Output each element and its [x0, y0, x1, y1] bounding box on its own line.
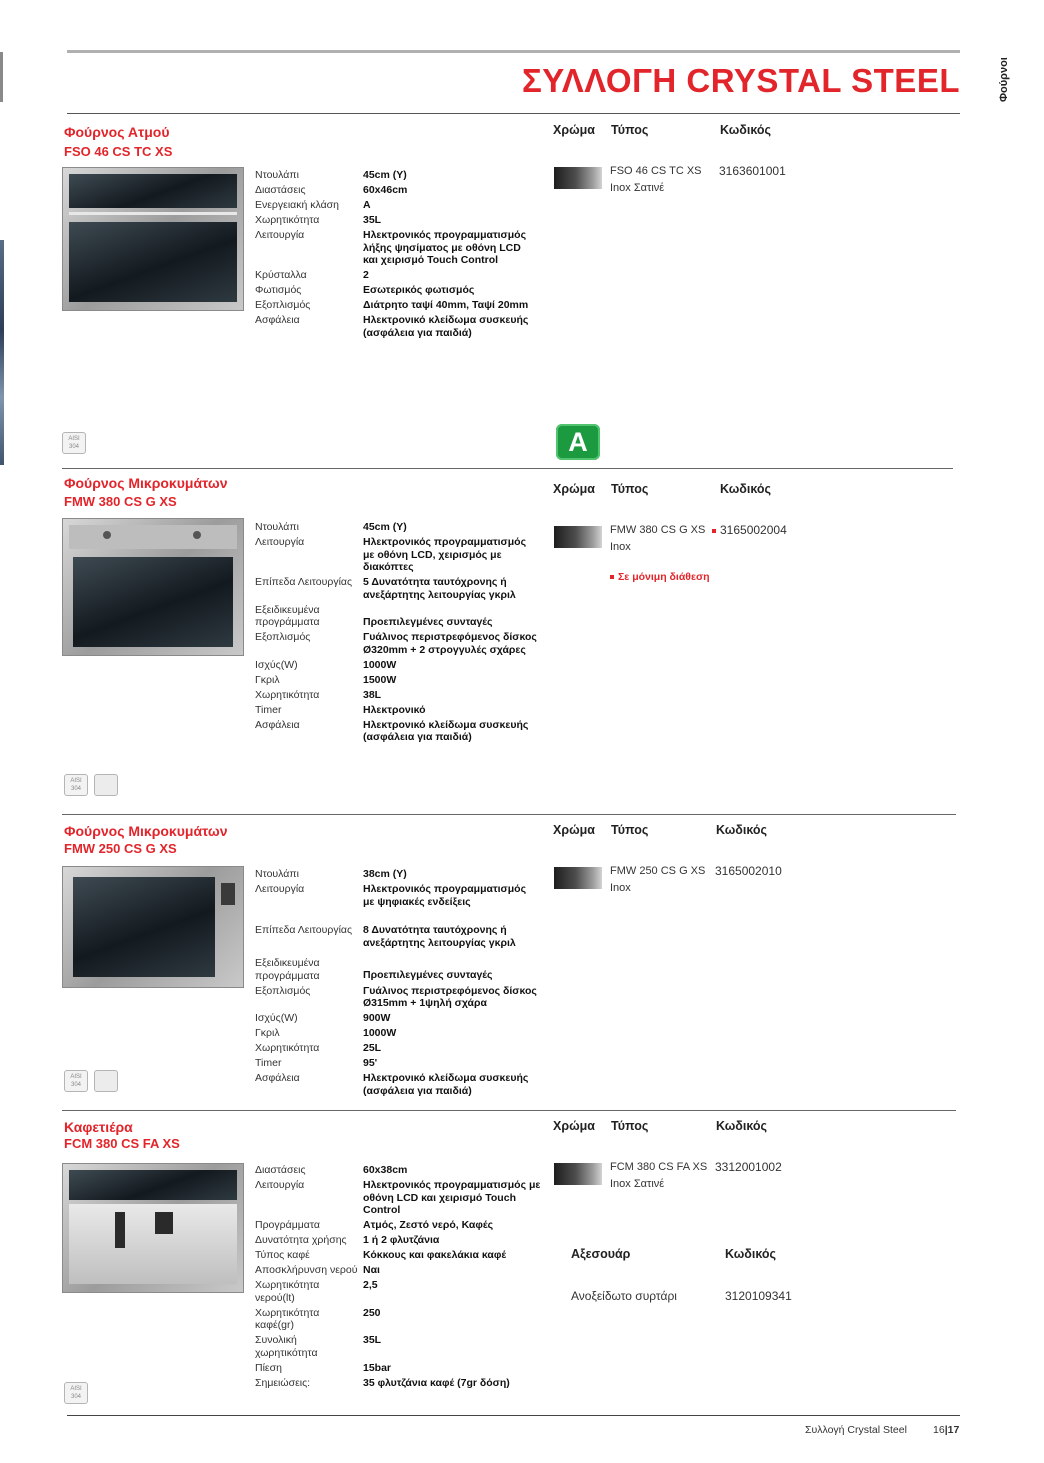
spec-label: Λειτουργία: [255, 1179, 305, 1191]
spec-row: [255, 868, 553, 881]
spec-label: Διαστάσεις: [255, 184, 306, 196]
col-header-color: Χρώμα: [553, 482, 595, 496]
spec-label: Λειτουργία: [255, 536, 305, 548]
spec-value: 1500W: [363, 673, 397, 686]
col-header-code: Κωδικός: [720, 123, 772, 137]
page-number-right: 17: [947, 1424, 960, 1436]
spec-row: [255, 1279, 553, 1304]
type-cell: [610, 863, 705, 897]
coffee-spout-icon: [115, 1212, 125, 1248]
type-finish: Inox: [610, 882, 631, 894]
spec-row: [255, 299, 553, 312]
spec-label: Ντουλάπι: [255, 521, 299, 533]
spec-value: 60x46cm: [363, 184, 408, 196]
spec-row: [255, 1307, 553, 1332]
spec-value: Κόκκους και φακελάκια καφέ: [363, 1249, 507, 1261]
spec-value: 1 ή 2 φλυτζάνια: [363, 1234, 440, 1246]
color-swatch-inox: [554, 167, 602, 189]
spec-list: [255, 521, 553, 746]
col-header-color: Χρώμα: [553, 1119, 595, 1133]
book-badge-icon: [94, 1070, 118, 1092]
book-badge-icon: [94, 774, 118, 796]
top-rule: [67, 50, 960, 53]
spec-row: [255, 229, 553, 267]
type-model: FMW 380 CS G XS: [610, 524, 706, 536]
coffee-control-panel: [69, 1170, 237, 1200]
section-title: Φούρνος Μικροκυμάτων: [64, 475, 228, 491]
spec-label: Γκριλ: [255, 673, 280, 686]
microwave-250-image: [62, 866, 244, 988]
spec-label: Κρύσταλλα: [255, 269, 307, 281]
steam-oven-image: [62, 167, 244, 311]
footer-rule: [67, 1415, 960, 1416]
section-divider: [62, 814, 956, 815]
spec-row: [255, 924, 553, 949]
spec-label: Πίεση: [255, 1361, 282, 1374]
spec-label: Τύπος καφέ: [255, 1249, 310, 1261]
microwave-window: [73, 557, 233, 647]
spec-label: Εξοπλισμός: [255, 984, 311, 997]
spec-label: Ισχύς(W): [255, 1012, 298, 1024]
type-model: FSO 46 CS TC XS: [610, 165, 702, 177]
spec-row: [255, 214, 553, 227]
spec-value: Ηλεκτρονικό κλείδωμα συσκευής (ασφάλεια για παιδιά): [363, 1072, 529, 1097]
spec-label: Εξειδικευμένα προγράμματα: [255, 957, 320, 982]
col-header-type: Τύπος: [611, 1119, 649, 1133]
section-model: FMW 250 CS G XS: [64, 841, 177, 856]
accessory-header: Αξεσουάρ: [571, 1247, 631, 1261]
section-title: Φούρνος Μικροκυμάτων: [64, 823, 228, 839]
col-header-color: Χρώμα: [553, 823, 595, 837]
spec-row: [255, 576, 553, 601]
spec-value: Ηλεκτρονικός προγραμματισμός με ψηφιακές ενδείξεις: [363, 883, 527, 908]
spec-value: 5 Δυνατότητα ταυτόχρονης ή ανεξάρτητης λειτουργίας γκριλ: [363, 576, 516, 601]
spec-value: Διάτρητο ταψί 40mm, Ταψί 20mm: [363, 299, 529, 311]
section-divider: [62, 468, 953, 469]
spec-label: Εξοπλισμός: [255, 631, 311, 643]
spec-value: 1000W: [363, 1027, 397, 1039]
spec-label: Ασφάλεια: [255, 1072, 300, 1084]
oven-control-panel: [69, 174, 237, 208]
page-edge-strip: [0, 52, 3, 102]
spec-label: Γκριλ: [255, 1027, 280, 1039]
spec-row: [255, 883, 553, 908]
spec-row: [255, 1164, 553, 1177]
digital-display: [221, 883, 235, 905]
spec-row: [255, 1334, 553, 1359]
spec-row: [255, 985, 553, 1010]
color-swatch-inox: [554, 867, 602, 889]
spec-label: Χωρητικότητα: [255, 1042, 320, 1054]
spec-label: Ντουλάπι: [255, 868, 299, 880]
spec-value: Ναι: [363, 1264, 380, 1276]
spec-value: Ηλεκτρονικός προγραμματισμός με οθόνη LCD, χειρισμός με διακόπτες: [363, 536, 527, 573]
spec-row: [255, 1264, 553, 1277]
spec-label: Επίπεδα Λειτουργίας: [255, 576, 353, 588]
spec-label: Ντουλάπι: [255, 169, 299, 181]
spec-row: [255, 674, 553, 687]
section-model: FCM 380 CS FA XS: [64, 1136, 180, 1151]
aisi-badge-icon: AISI 304: [64, 1382, 88, 1404]
spec-value: Προεπιλεγμένες συνταγές: [363, 615, 493, 628]
spec-value: 38cm (Y): [363, 868, 407, 880]
col-header-code: Κωδικός: [716, 823, 768, 837]
aisi-badge-icon: AISI 304: [62, 432, 86, 454]
product-code: 3165002010: [715, 864, 782, 878]
col-header-color: Χρώμα: [553, 123, 595, 137]
spec-label: Επίπεδα Λειτουργίας: [255, 924, 353, 936]
availability-dot-icon: [712, 529, 716, 533]
type-finish: Inox Σατινέ: [610, 1178, 665, 1190]
spec-row: [255, 1072, 553, 1097]
spec-value: Ηλεκτρονικός προγραμματισμός με οθόνη LCD και χειρισμό Touch Control: [363, 1179, 541, 1216]
spec-label: Ενεργειακή κλάση: [255, 199, 339, 211]
product-code: 3165002004: [720, 523, 787, 537]
type-finish: Inox: [610, 541, 631, 553]
spec-label: Χωρητικότητα καφέ(gr): [255, 1306, 320, 1331]
type-finish: Inox Σατινέ: [610, 182, 665, 194]
spec-value: Εσωτερικός φωτισμός: [363, 284, 475, 296]
spec-label: Δυνατότητα χρήσης: [255, 1234, 347, 1246]
product-code: 3312001002: [715, 1160, 782, 1174]
spec-row: [255, 1057, 553, 1070]
spec-value: 38L: [363, 688, 382, 701]
type-cell: [610, 522, 705, 556]
spec-value: 2: [363, 269, 369, 281]
product-code-cell: [712, 523, 787, 537]
spec-list: [255, 1164, 553, 1392]
spec-row: [255, 689, 553, 702]
spec-value: 2,5: [363, 1279, 378, 1291]
oven-window: [69, 222, 237, 302]
spec-row: [255, 1249, 553, 1262]
spec-row: [255, 169, 553, 182]
type-cell: [610, 1159, 707, 1193]
coffee-front: [69, 1204, 237, 1284]
side-tab-label: Φούρνοι: [998, 57, 1010, 102]
spec-row: [255, 284, 553, 297]
type-cell: [610, 163, 702, 197]
availability-dot-icon: [610, 575, 614, 579]
aisi-badge-icon: AISI 304: [64, 1070, 88, 1092]
section-divider: [62, 1110, 956, 1111]
spec-value: A: [363, 199, 371, 211]
spec-label: Διαστάσεις: [255, 1164, 306, 1176]
spec-value: 60x38cm: [363, 1164, 408, 1176]
col-header-type: Τύπος: [611, 823, 649, 837]
color-swatch-inox: [554, 1163, 602, 1185]
spec-row: [255, 1042, 553, 1055]
spec-row: [255, 1012, 553, 1025]
type-model: FMW 250 CS G XS: [610, 865, 706, 877]
spec-value: 35L: [363, 214, 382, 226]
spec-label: Αποσκλήρυνση νερού: [255, 1264, 358, 1276]
col-header-code: Κωδικός: [716, 1119, 768, 1133]
page-title: ΣΥΛΛΟΓΗ CRYSTAL STEEL: [521, 62, 960, 99]
spec-label: Timer: [255, 703, 282, 716]
page-number: [933, 1424, 959, 1436]
oven-handle: [69, 212, 237, 215]
spec-value: 15bar: [363, 1361, 392, 1374]
spec-row: [255, 1027, 553, 1040]
spec-value: 35 φλυτζάνια καφέ (7gr δόση): [363, 1376, 510, 1389]
type-model: FCM 380 CS FA XS: [610, 1161, 708, 1173]
spec-label: Φωτισμός: [255, 284, 302, 296]
spec-value: 1000W: [363, 658, 397, 671]
page-edge-image-strip: [0, 240, 4, 465]
col-header-type: Τύπος: [611, 482, 649, 496]
microwave-380-image: [62, 518, 244, 656]
spec-label: Χωρητικότητα νερού(lt): [255, 1279, 320, 1304]
availability-note-text: Σε μόνιμη διάθεση: [618, 571, 710, 583]
spec-value: 95': [363, 1057, 378, 1069]
spec-label: Ασφάλεια: [255, 314, 300, 326]
spec-value: 45cm (Y): [363, 169, 407, 181]
footer-collection: Συλλογή Crystal Steel: [805, 1424, 907, 1436]
page-number-left: 16: [933, 1424, 945, 1436]
availability-note: [610, 571, 710, 583]
spec-value: Ηλεκτρονικός προγραμματισμός λήξης ψησίματος με οθόνη LCD και χειρισμό Touch Control: [363, 229, 527, 266]
page-separator: |: [944, 1424, 948, 1436]
spec-row: [255, 199, 553, 212]
spec-value: Προεπιλεγμένες συνταγές: [363, 969, 493, 981]
spec-value: Ατμός, Ζεστό νερό, Καφές: [363, 1219, 494, 1231]
spec-label: Χωρητικότητα: [255, 214, 320, 226]
col-header-code: Κωδικός: [720, 482, 772, 496]
spec-value: Ηλεκτρονικό: [363, 703, 426, 716]
spec-label: Προγράμματα: [255, 1219, 320, 1231]
spec-value: 45cm (Y): [363, 521, 407, 533]
spec-row: [255, 631, 553, 656]
energy-class-icon: A: [556, 424, 600, 460]
spec-label: Χωρητικότητα: [255, 688, 320, 701]
aisi-badge-icon: AISI 304: [64, 774, 88, 796]
section-model: FMW 380 CS G XS: [64, 494, 177, 509]
spec-row: [255, 1179, 553, 1217]
spec-row: [255, 1362, 553, 1375]
spec-label: Εξειδικευμένα προγράμματα: [255, 603, 320, 628]
accessory-name: Ανοξείδωτο συρτάρι: [571, 1289, 677, 1303]
spec-row: [255, 314, 553, 339]
color-swatch-inox: [554, 526, 602, 548]
spec-label: Ασφάλεια: [255, 718, 300, 731]
spec-value: 8 Δυνατότητα ταυτόχρονης ή ανεξάρτητης λειτουργίας γκριλ: [363, 924, 516, 949]
spec-row: [255, 521, 553, 534]
spec-label: Λειτουργία: [255, 883, 305, 895]
section-model: FSO 46 CS TC XS: [64, 144, 173, 159]
accessory-code-header: Κωδικός: [725, 1247, 777, 1261]
spec-value: Γυάλινος περιστρεφόμενος δίσκος Ø320mm + 2 στρογγυλές σχάρες: [363, 631, 537, 656]
spec-value: 250: [363, 1306, 381, 1319]
spec-label: Σημειώσεις:: [255, 1376, 311, 1389]
spec-row: [255, 1377, 553, 1390]
spec-row: [255, 184, 553, 197]
spec-list: [255, 868, 553, 1100]
spec-label: Λειτουργία: [255, 229, 305, 241]
spec-label: Ισχύς(W): [255, 658, 298, 671]
spec-row: [255, 704, 553, 717]
side-tab: [992, 44, 1032, 108]
spec-row: [255, 269, 553, 282]
spec-row: [255, 719, 553, 744]
spec-label: Συνολική χωρητικότητα: [255, 1334, 318, 1359]
col-header-type: Τύπος: [611, 123, 649, 137]
spec-label: Εξοπλισμός: [255, 299, 311, 311]
spec-value: 25L: [363, 1042, 382, 1054]
microwave-window: [73, 877, 215, 977]
coffee-spout-icon: [155, 1212, 173, 1234]
spec-row: [255, 536, 553, 574]
coffee-machine-image: [62, 1163, 244, 1293]
spec-value: Ηλεκτρονικό κλείδωμα συσκευής (ασφάλεια για παιδιά): [363, 718, 529, 743]
spec-label: Timer: [255, 1057, 282, 1069]
spec-value: 35L: [363, 1334, 382, 1346]
spec-row: [255, 1219, 553, 1232]
section-title: Φούρνος Ατμού: [64, 124, 170, 140]
spec-row: [255, 659, 553, 672]
product-code: 3163601001: [719, 164, 786, 178]
spec-row: [255, 1234, 553, 1247]
title-underline: [67, 113, 960, 114]
spec-value: Γυάλινος περιστρεφόμενος δίσκος Ø315mm + 1ψηλή σχάρα: [363, 984, 537, 1009]
knob-icon: [193, 531, 201, 539]
spec-row: [255, 604, 553, 629]
spec-value: Ηλεκτρονικό κλείδωμα συσκευής (ασφάλεια για παιδιά): [363, 314, 529, 339]
accessory-code: 3120109341: [725, 1289, 792, 1303]
spec-list: [255, 169, 553, 342]
section-title: Καφετιέρα: [64, 1119, 133, 1135]
microwave-control-strip: [69, 525, 237, 549]
spec-value: 900W: [363, 1012, 391, 1024]
spec-row: [255, 957, 553, 982]
knob-icon: [103, 531, 111, 539]
